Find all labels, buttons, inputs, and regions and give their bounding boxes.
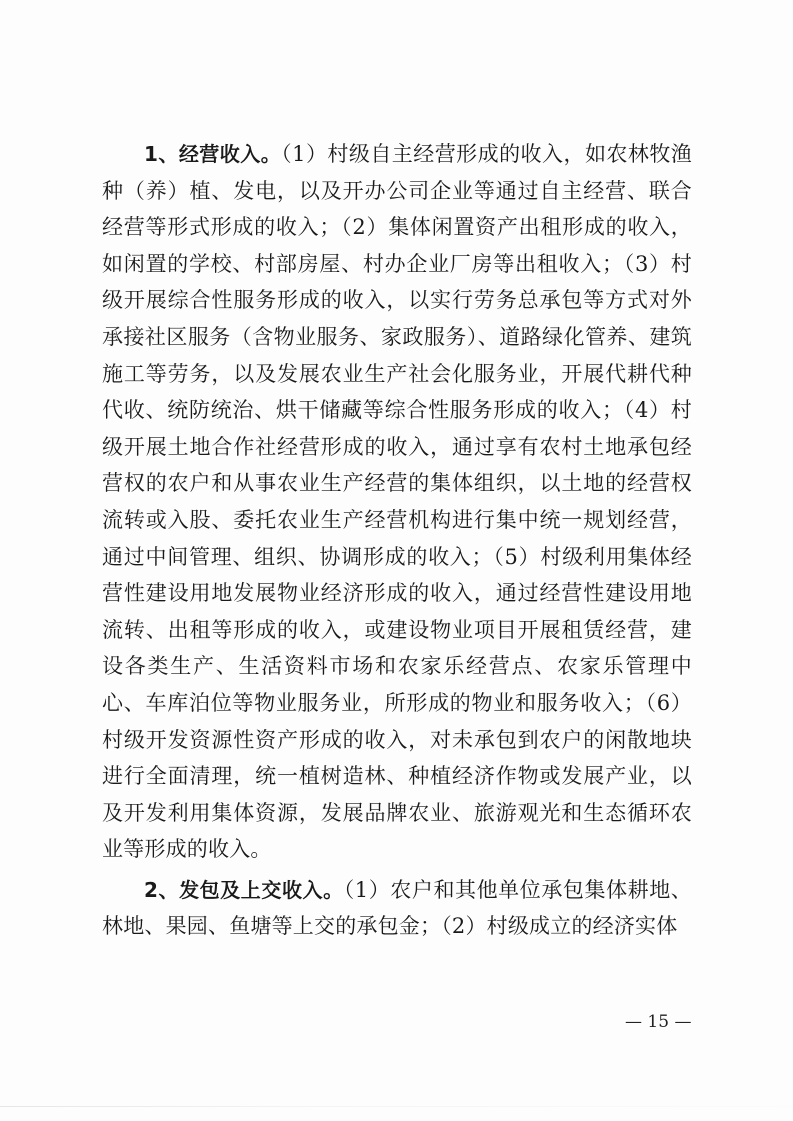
paragraph-contract-income	[102, 872, 692, 945]
heading-contract-income: 2、发包及上交收入。	[144, 877, 344, 902]
body-text	[102, 136, 692, 945]
page-number: — 15 —	[625, 1012, 692, 1032]
scan-edge-line	[0, 1106, 793, 1107]
heading-operating-income: 1、经营收入。	[144, 142, 282, 166]
paragraph-operating-income	[102, 136, 692, 868]
text-contract-income: （1）农户和其他单位承包集体耕地、林地、果园、鱼塘等上交的承包金；（2）村级成立的经济实体	[102, 877, 693, 939]
text-operating-income: （1）村级自主经营形成的收入，如农林牧渔种（养）植、发电，以及开办公司企业等通过自主经营、联合经营等形式形成的收入；（2）集体闲置资产出租形成的收入，如闲置的学校、村部房屋、村办企业厂房等出租收入；（3）村级开展综合性服务形成的收入，以实行劳务总承包等方式对外承接社区服务（含物业服务、家政服务）、道路绿化管养、建筑施工等劳务，以及发展农业生产社会化服务业，开展代耕代种代收、统防统治、烘干储藏等综合性服务形成的收入；（4）村级开展土地合作社经营形成的收入，通过享有农村土地承包经营权的农户和从事农业生产经营的集体组织，以土地的经营权流转或入股、委托农业生产经营机构进行集中统一规划经营，通过中间管理、组织、协调形成的收入；（5）村级利用集体经营性建设用地发展物业经济形成的收入，通过经营性建设用地流转、出租等形成的收入，或建设物业项目开展租赁经营，建设各类生产、生活资料市场和农家乐经营点、农家乐管理中心、车库泊位等物业服务业，所形成的物业和服务收入；（6）村级开发资源性资产形成的收入，对未承包到农户的闲散地块进行全面清理，统一植树造林、种植经济作物或发展产业，以及开发利用集体资源，发展品牌农业、旅游观光和生态循环农业等形成的收入。	[102, 142, 692, 862]
